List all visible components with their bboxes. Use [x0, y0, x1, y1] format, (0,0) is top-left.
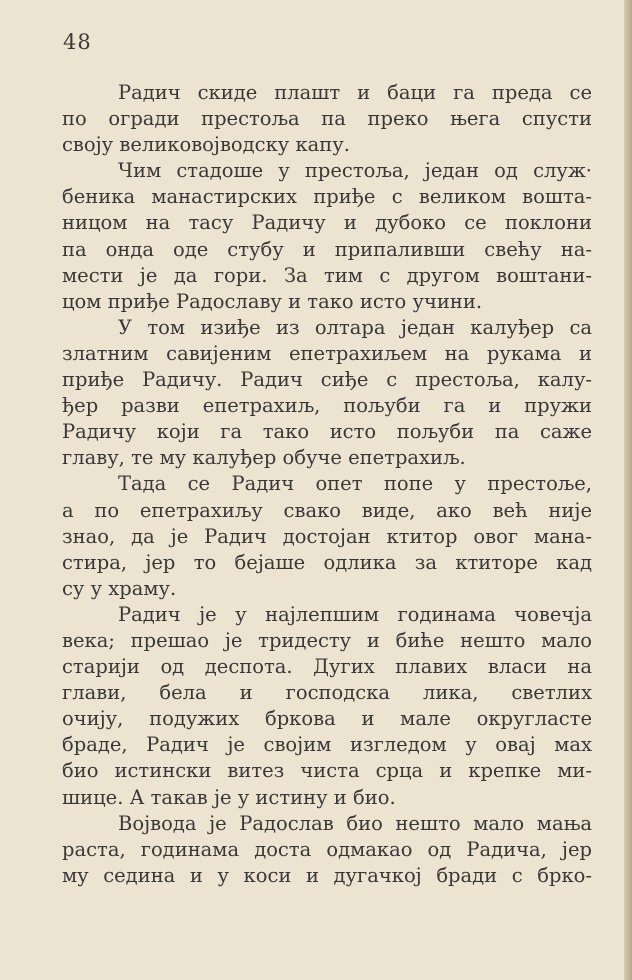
text-line: шице. А такав је у истину и био.	[62, 785, 396, 809]
text-line: браде, Радич је својим изгледом у овај мах	[62, 733, 592, 757]
text-line: старији од деспота. Дугих плавих власи на	[62, 655, 592, 679]
text-line: мести је да гори. За тим с другом воштани-	[62, 263, 592, 287]
text-line: ницом на тасу Радичу и дубоко се поклони	[62, 211, 592, 235]
text-line: главу, те му калуђер обуче епетрахиљ.	[62, 446, 466, 470]
text-line: су у храму.	[62, 576, 177, 600]
text-line: очију, подужих бркова и мале округласте	[62, 707, 592, 731]
text-line: а по епетрахиљу свако виде, ако већ није	[62, 498, 592, 522]
text-line: Чим стадоше у престоља, један од служ·	[118, 159, 592, 183]
page-number: 48	[63, 30, 92, 54]
text-line: му седина и у коси и дугачкој бради с брко-	[62, 863, 592, 887]
text-line: по огради престоља па преко њега спусти	[62, 107, 592, 131]
text-line: цом приђе Радославу и тако исто учини.	[62, 289, 483, 313]
page-edge	[624, 0, 632, 980]
text-line: Радич је у најлепшим годинама човечја	[118, 602, 592, 626]
text-line: био истински витез чиста срца и крепке ми-	[62, 759, 592, 783]
text-line: Војвода је Радослав био нешто мало мања	[118, 811, 592, 835]
text-line: У том изиђе из олтара један калуђер са	[118, 315, 592, 339]
text-line: стира, јер то бејаше одлика за ктиторе кад	[62, 550, 592, 574]
text-line: приђе Радичу. Радич сиђе с престоља, калу-	[62, 368, 592, 392]
text-line: беника манастирских приђе с великом вошта-	[62, 185, 592, 209]
text-line: глави, бела и господска лика, светлих	[62, 681, 592, 705]
text-line: знао, да је Радич достојан ктитор овог мана-	[62, 524, 592, 548]
body-text	[62, 80, 592, 889]
text-line: златним савијеним епетрахиљем на рукама и	[62, 341, 592, 365]
text-line: па онда оде стубу и припаливши свећу на-	[62, 237, 592, 261]
text-line: Тада се Радич опет попе у престоље,	[118, 472, 592, 496]
text-line: Радич скиде плашт и баци га преда се	[118, 81, 592, 104]
text-line: ђер разви епетрахиљ, пољуби га и пружи	[62, 394, 592, 418]
text-line: раста, годинама доста одмакао од Радича, јер	[62, 837, 592, 861]
text-line: века; прешао је тридесту и биће нешто мало	[62, 628, 592, 652]
text-line: своју великовојводску капу.	[62, 133, 350, 157]
text-line: Радичу који га тако исто пољуби па саже	[62, 420, 592, 444]
